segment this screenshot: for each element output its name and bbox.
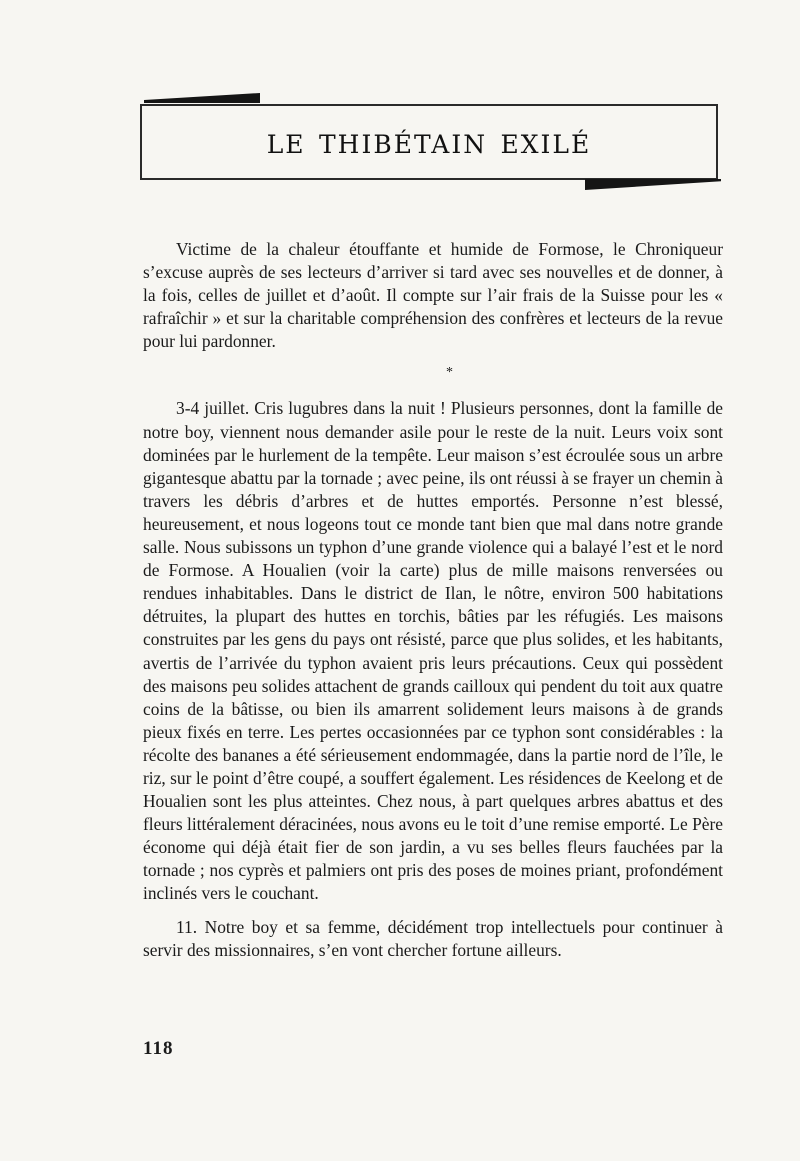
title-block	[140, 90, 722, 200]
title-ornament-bottom	[585, 179, 721, 190]
title-ornament-top	[144, 93, 260, 103]
article-body	[143, 238, 723, 962]
paragraph-11: 11. Notre boy et sa femme, décidément trop intellectuels pour continuer à servir des missionnaires, s’en vont chercher fortune ailleurs.	[143, 916, 723, 960]
paragraph-july-3-4: 3-4 juillet. Cris lugubres dans la nuit ! Plusieurs personnes, dont la famille de notre boy, viennent nous demander asile pour le reste de la nuit. Leurs voix sont dominées par le hurlement de la tempête. Leur maison s’est écroulée sous un arbre gigantesque abattu par la tornade ; avec peine, ils ont réussi à se frayer un chemin à travers les débris d’arbres et de huttes emportés. Personne n’est blessé, heureusement, et nous logeons tout ce monde tant bien que mal dans notre grande salle. Nous subissons un typhon d’une grande violence qui a balayé l’est et le nord de Formose. A Houalien (voir la carte) plus de mille maisons renversées ou rendues inhabitables. Dans le district de Ilan, le nôtre, environ 500 habitations détruites, la plupart des huttes en torchis, bâties par les réfugiés. Les maisons construites par les gens du pays ont résisté, parce que plus solides, et les habitants, avertis de l’arrivée du typhon avaient pris leurs précautions. Ceux qui possèdent des maisons peu solides attachent de grands cailloux qui pendent du toit aux quatre coins de la bâtisse, ou bien ils amarrent solidement leurs maisons à de grands pieux fixés en terre. Les pertes occasionnées par ce typhon sont considérables : la récolte des bananes a été sérieusement endommagée, dans la partie nord de l’île, le riz, sur le point d’être coupé, a souffert également. Les résidences de Keelong et de Houalien sont les plus atteintes. Chez nous, à part quelques arbres abattus et des fleurs littéralement déracinées, nous avons eu le toit d’une remise emporté. Le Père économe qui déjà était fier de son jardin, a vu ses belles fleurs fauchées par la tornade ; nos cyprès et palmiers ont pris des poses de moines priant, profondément inclinés vers le couchant.	[143, 398, 723, 904]
paragraph-intro: Victime de la chaleur étouffante et humide de Formose, le Chroniqueur s’excuse auprès de ses lecteurs d’arriver si tard avec ses nouvelles et de donner, à la fois, celles de juillet et d’août. Il compte sur l’air frais de la Suisse pour les « rafraîchir » et sur la charitable compréhension des confrères et lecteurs de la revue pour lui pardonner.	[143, 239, 723, 352]
section-separator: *	[446, 365, 453, 381]
page-number: 118	[143, 1038, 174, 1059]
chapter-title: le thibétain exilé	[266, 121, 592, 162]
